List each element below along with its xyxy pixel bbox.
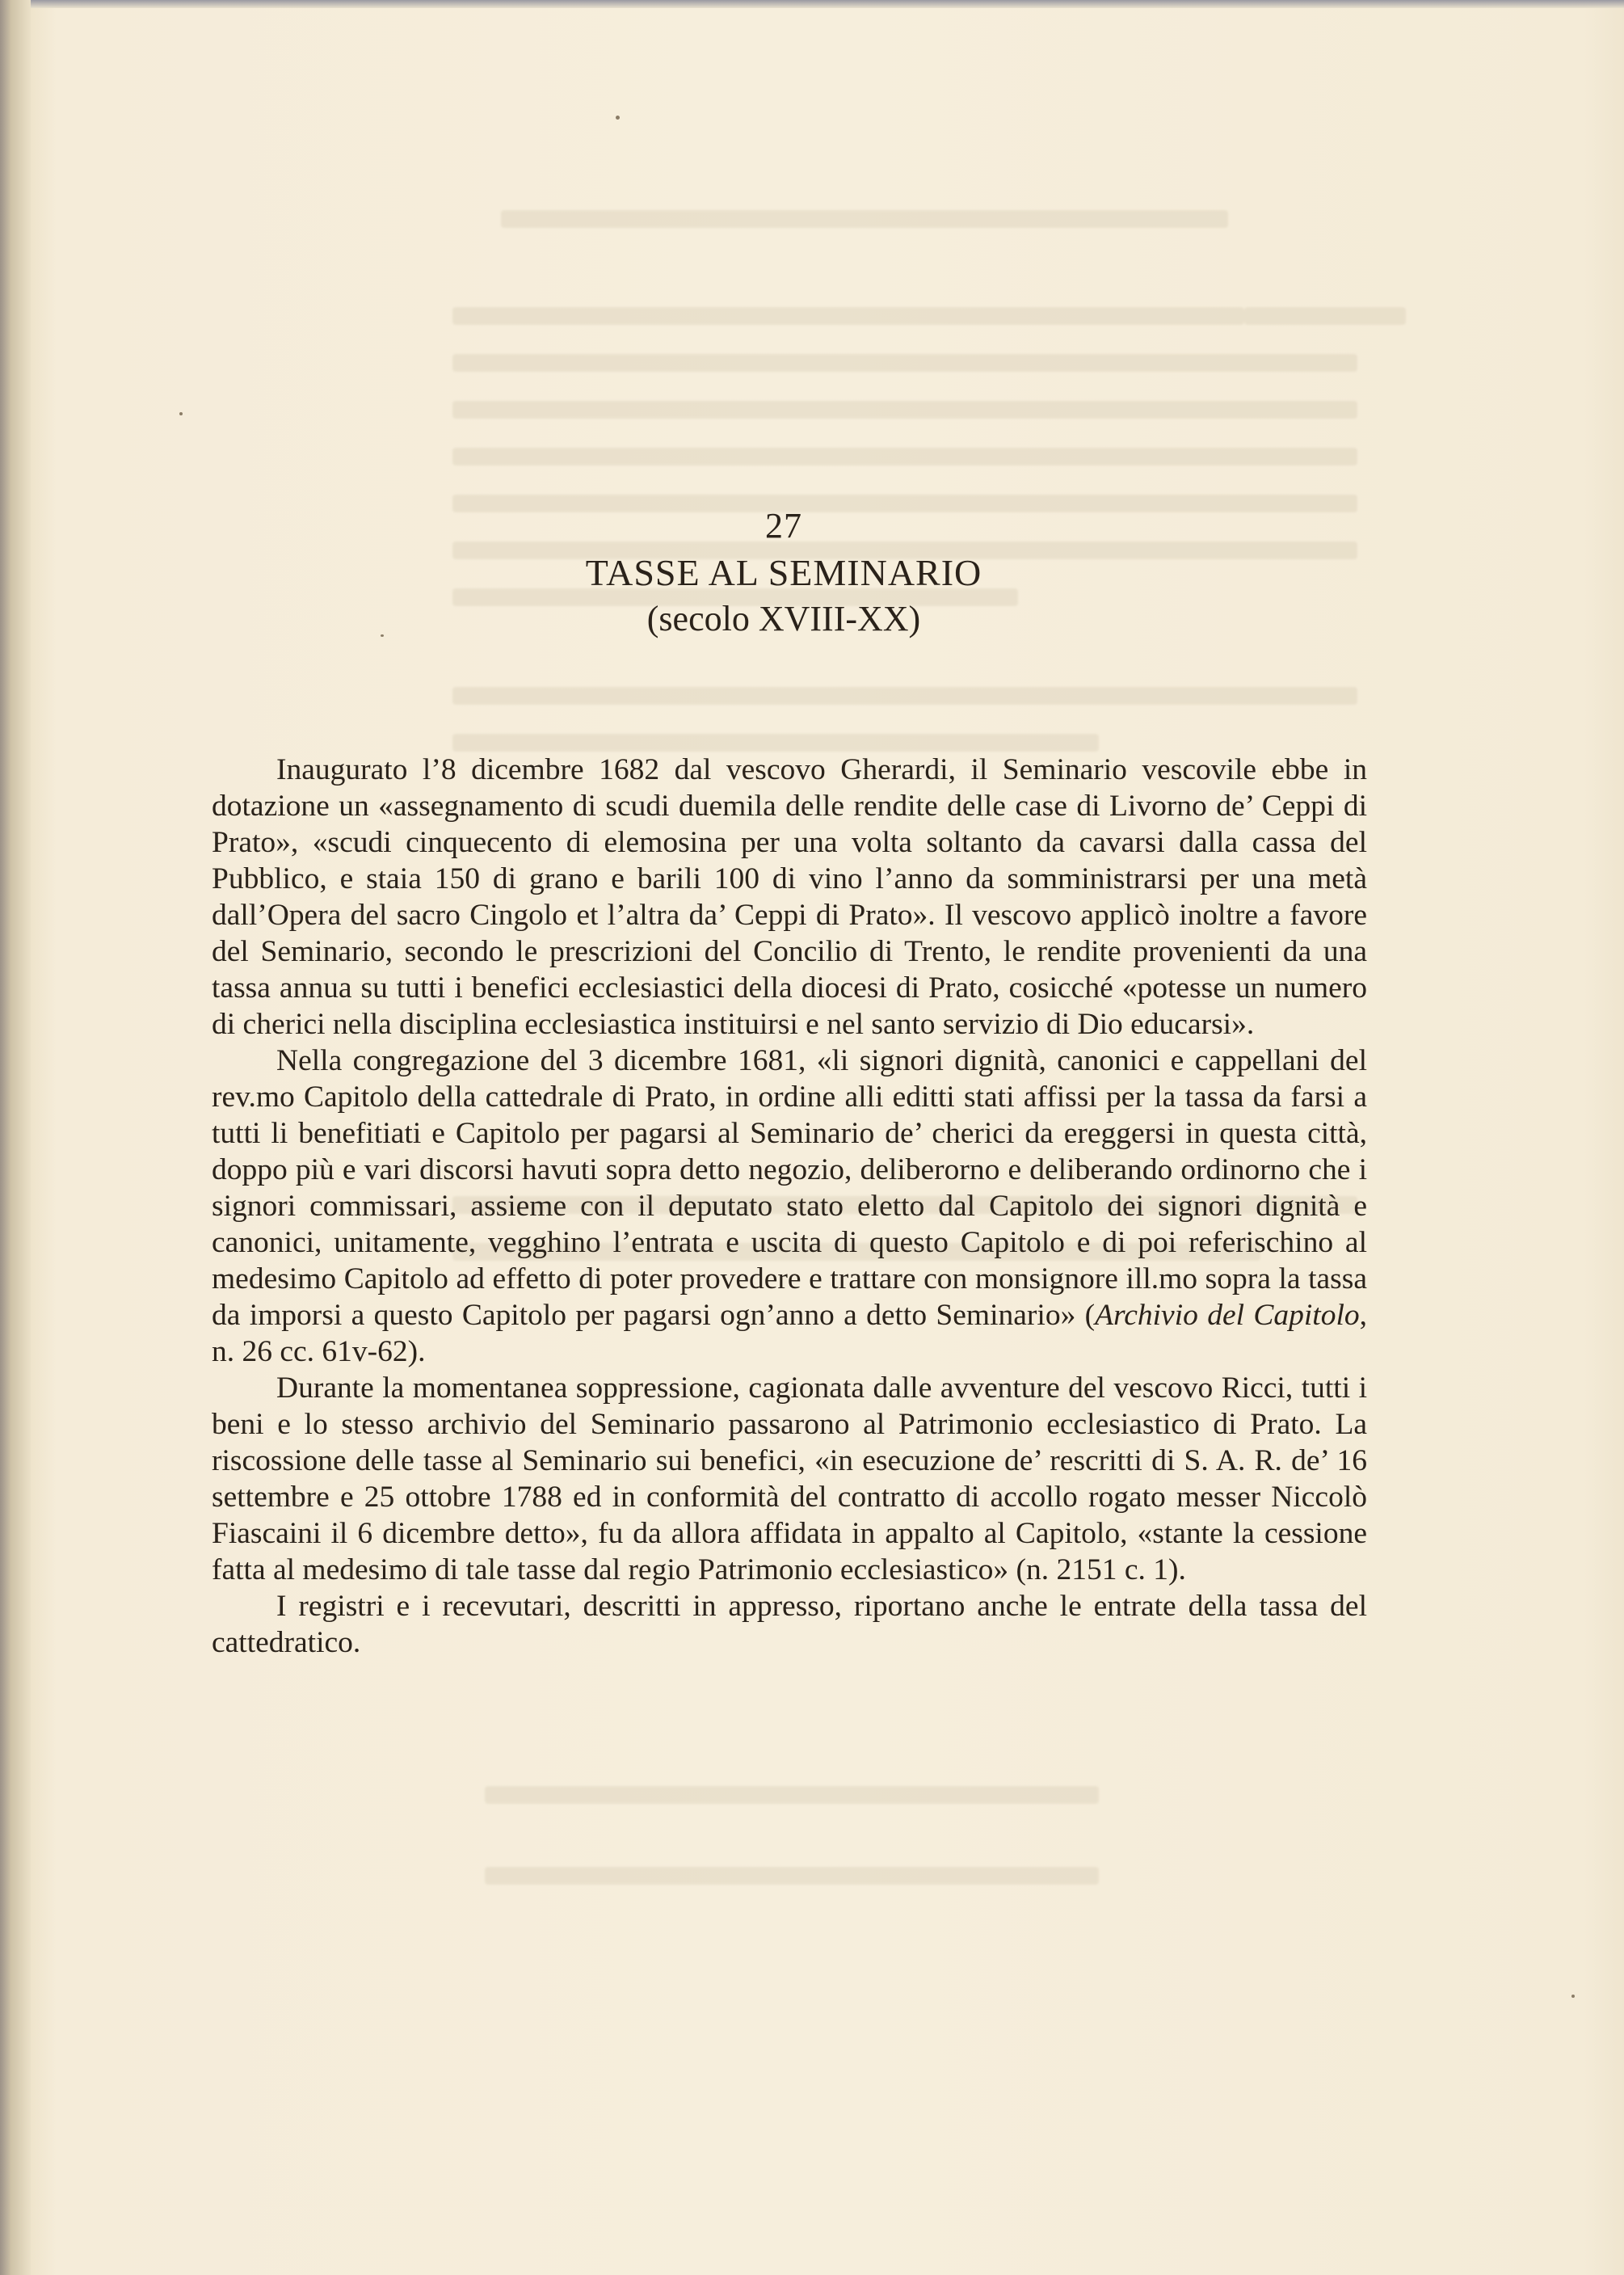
- paragraph: Inaugurato l’8 dicembre 1682 dal vescovo Gherardi, il Seminario vescovile ebbe in dotazione un «assegnamento di scudi duemila delle rendite delle case di Livorno de’ Ceppi di Prato», «scudi cinquecento di elemosina per una volta soltanto da cavarsi dalla cassa del Pubblico, e staia 150 di grano e barili 100 di vino l’anno da somministrarsi per una metà dall’Opera del sacro Cingolo et l’altra da’ Ceppi di Prato». Il vescovo applicò inoltre a favore del Seminario, secondo le prescrizioni del Concilio di Trento, le rendite provenienti da una tassa annua su tutti i benefici ecclesiastici della diocesi di Prato, cosicché «potesse un numero di cherici nella disciplina ecclesiastica instituirsi e nel santo servizio di Dio educarsi».: [212, 753, 1367, 1041]
- body-text: [212, 752, 1367, 1661]
- chapter-number: 27: [765, 506, 802, 546]
- paper-speck: [1571, 1995, 1575, 1998]
- paper-speck: [381, 634, 384, 637]
- paragraph-text: , n. 26 cc. 61v-62).: [212, 1299, 1367, 1368]
- archive-citation: Archivio del Capitolo: [1095, 1299, 1360, 1332]
- chapter-title: TASSE AL SEMINARIO: [585, 552, 982, 593]
- paragraph: Durante la momentanea soppressione, cagionata dalle avventure del vescovo Ricci, tutti i beni e lo stesso archivio del Seminario passarono al Patrimonio ecclesiastico di Prato. La riscossione delle tasse al Seminario sui benefici, «in esecuzione de’ rescritti di S. A. R. de’ 16 settembre e 25 ottobre 1788 ed in conformità del contratto di accollo rogato messer Niccolò Fiascaini il 6 dicembre detto», fu da allora affidata in appalto al Capitolo, «stante la cessione fatta al medesimo di tale tasse dal regio Patrimonio ecclesiastico» (n. 2151 c. 1).: [212, 1371, 1367, 1586]
- paper-speck: [616, 116, 620, 120]
- paragraph: [212, 1043, 1367, 1370]
- binding-shadow: [0, 0, 31, 2275]
- paragraph-text: Nella congregazione del 3 dicembre 1681, «li signori dignità, canonici e cappellani del rev.mo Capitolo della cattedrale di Prato, in ordine alli editti stati affissi per la tassa da farsi a tutti li benefitiati e Capitolo per pagarsi al Seminario de’ cherici da ereggersi in questa città, doppo più e vari discorsi havuti sopra detto negozio, deliberorno e deliberando ordinorno che i signori commissari, assieme con il deputato stato eletto dal Capitolo dei signori dignità e canonici, unitamente, vegghino l’entrata e uscita di questo Capitolo e di poi referischino al medesimo Capitolo ad effetto di poter provedere e trattare con monsignore ill.mo sopra la tassa da imporsi a questo Capitolo per pagarsi ogn’anno a detto Seminario» (: [212, 1044, 1367, 1332]
- scan-top-edge: [0, 0, 1624, 8]
- chapter-subtitle: (secolo XVIII-XX): [646, 599, 921, 638]
- paragraph: I registri e i recevutari, descritti in appresso, riportano anche le entrate della tassa del cattedratico.: [212, 1590, 1367, 1659]
- paper-speck: [179, 412, 183, 415]
